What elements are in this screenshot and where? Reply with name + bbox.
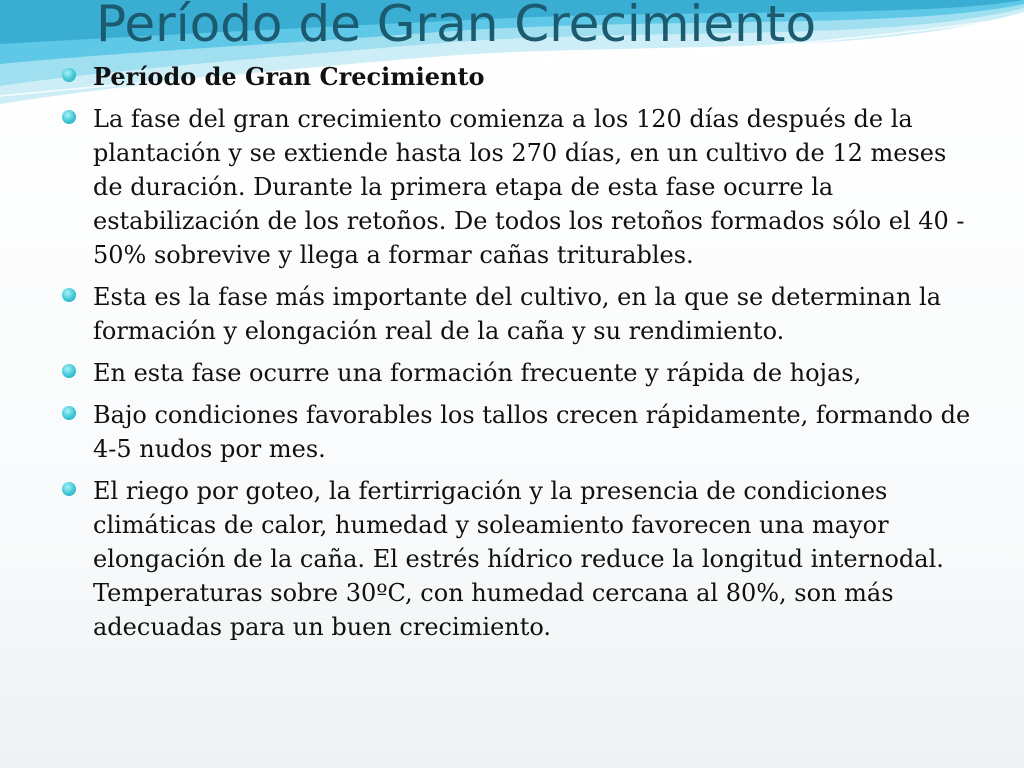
- list-item-text: Período de Gran Crecimiento: [93, 62, 485, 91]
- bullet-dot-icon: [62, 110, 76, 124]
- bullet-dot-icon: [62, 406, 76, 420]
- list-item: [62, 398, 982, 466]
- list-item-text: Esta es la fase más importante del cultivo, en la que se determinan la formación y elongación real de la caña y su rendimiento.: [93, 283, 942, 345]
- list-item-text: En esta fase ocurre una formación frecuente y rápida de hojas,: [93, 359, 862, 387]
- bullet-dot-icon: [62, 364, 76, 378]
- slide-title: Período de Gran Crecimiento: [96, 0, 817, 53]
- list-item-text: La fase del gran crecimiento comienza a los 120 días después de la plantación y se extiende hasta los 270 días, en un cultivo de 12 meses de duración. Durante la primera etapa de esta fase ocurre la estabilización de los retoños. De todos los retoños formados sólo el 40 - 50% sobrevive y llega a formar cañas triturables.: [93, 105, 965, 269]
- bullet-dot-icon: [62, 68, 76, 82]
- list-item-text: El riego por goteo, la fertirrigación y la presencia de condiciones climáticas de calor, humedad y soleamiento favorecen una mayor elongación de la caña. El estrés hídrico reduce la longitud internodal. Temperaturas sobre 30ºC, con humedad cercana al 80%, son más adecuadas para un buen crecimiento.: [93, 477, 944, 641]
- bullet-dot-icon: [62, 482, 76, 496]
- list-item: [62, 280, 982, 348]
- list-item: [62, 356, 982, 390]
- bullet-list: [62, 60, 982, 652]
- list-item: [62, 474, 982, 644]
- list-item: [62, 60, 982, 94]
- list-item: [62, 102, 982, 272]
- list-item-text: Bajo condiciones favorables los tallos crecen rápidamente, formando de 4-5 nudos por mes.: [93, 401, 971, 463]
- bullet-dot-icon: [62, 288, 76, 302]
